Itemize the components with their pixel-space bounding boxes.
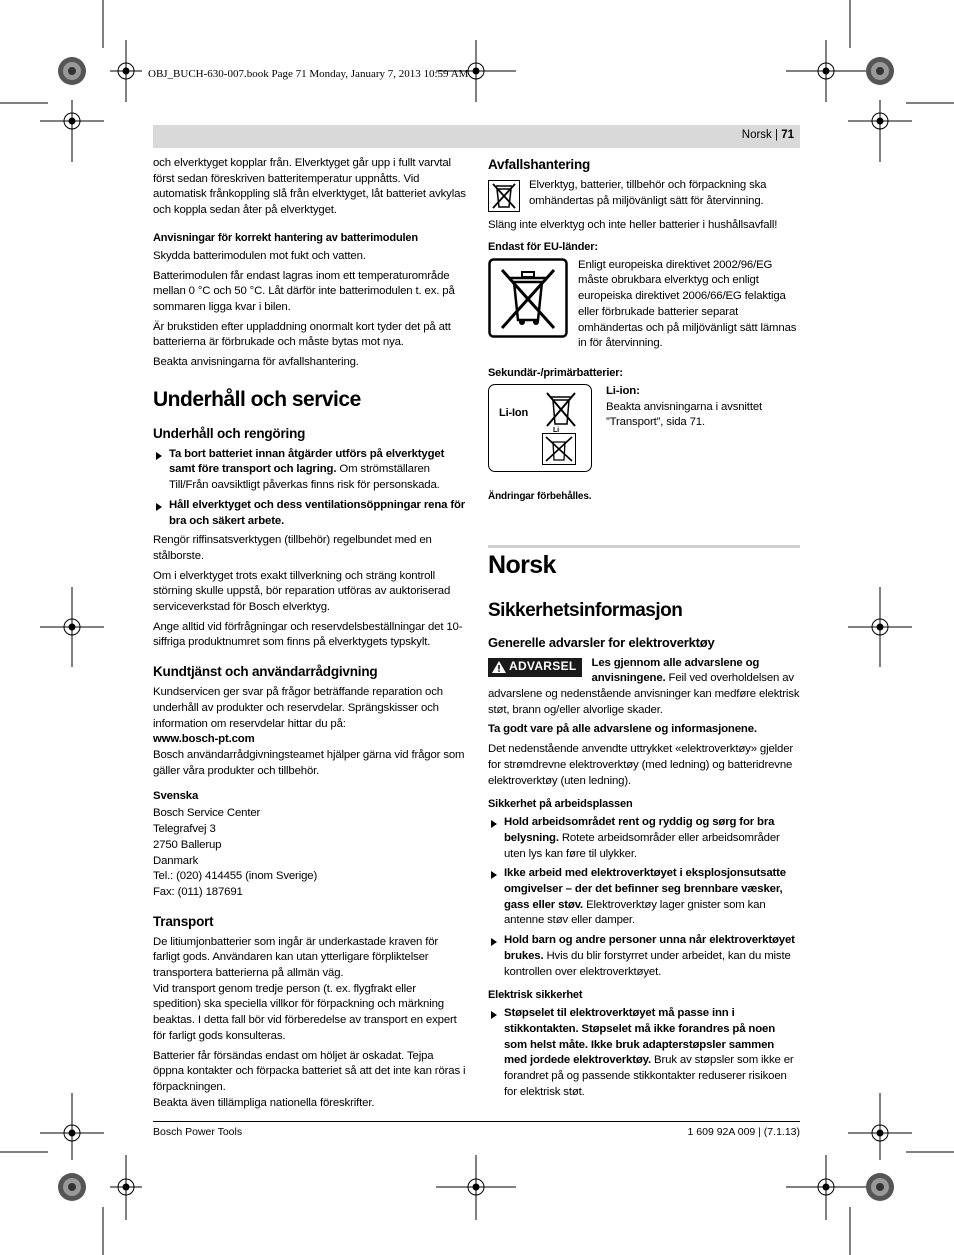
country-heading: Svenska (153, 790, 199, 803)
header-page-info (742, 129, 794, 141)
print-slug: OBJ_BUCH-630-007.book Page 71 Monday, January 7, 2013 10:59 AM (148, 68, 469, 80)
warning-triangle-icon (492, 661, 506, 673)
right-column (488, 156, 800, 1105)
liion-badge-label: Li-Ion (499, 406, 529, 419)
bullet-text: Elektroverktøy lager gnister som kan antenne støv eller damper. (504, 898, 766, 927)
bullet-bold: Ikke arbeid med elektroverktøyet i eksplosjonsutsatte omgivelser – der det befinner seg brennbare væsker, gass eller støv. (504, 867, 786, 911)
subsection-title-transport: Transport (153, 913, 214, 929)
recycle-small-icon (542, 433, 576, 465)
warning-badge (488, 658, 582, 677)
liion-row (488, 384, 800, 472)
battery-type-heading: Sekundär-/primärbatterier: (488, 366, 623, 379)
address-line: Danmark (153, 854, 199, 867)
recycle-wastebin-icon (488, 180, 520, 212)
paragraph: Beakta även tillämpliga nationella föreskrifter. (153, 1096, 375, 1109)
warning-block (488, 656, 800, 719)
paragraph: Batterier får försändas endast om höljet är oskadat. Tejpa öppna kontakter och förpacka batteriet så att det inte kan röras i förpackningen. (153, 1049, 466, 1093)
bullet-bold: Hold arbeidsområdet rent og ryddig og sørg for bra belysning. (504, 816, 775, 844)
bullet-item (488, 933, 800, 980)
bullet-text: Rotete arbeidsområder eller arbeidsområder uten lys kan føre til ulykker. (504, 831, 780, 860)
section-title-safety: Sikkerhetsinformasjon (488, 599, 683, 621)
paragraph: Om i elverktyget trots exakt tillverkning och sträng kontroll störning skulle uppstå, bör reparation utföras av auktoriserad serviceverkstad för Bosch elverktyg. (153, 569, 451, 614)
liion-text (606, 384, 800, 431)
eu-heading: Endast för EU-länder: (488, 240, 598, 253)
section-title-service: Underhåll och service (153, 387, 361, 411)
footer-rule (153, 1121, 800, 1122)
warning-bold: Les gjennom alle advarslene og anvisningene. (591, 656, 760, 685)
li-badge-label: Li (553, 426, 559, 434)
header-section: Norsk (741, 129, 772, 141)
paragraph: Kundservicen ger svar på frågor beträffande reparation och underhåll av produkter och reservdelar. Sprängskisser och information om reservdelar hittar du på: (153, 686, 443, 730)
paragraph: Släng inte elverktyg och inte heller batterier i hushållsavfall! (488, 219, 778, 231)
bullet-icon (156, 452, 162, 460)
bullet-bold: Ta bort batteriet innan åtgärder utförs på elverktyget samt före transport och lagring. (169, 447, 445, 476)
bullet-item (153, 447, 466, 494)
header-separator: | (771, 129, 782, 141)
subsection-title-cleaning: Underhåll och rengöring (153, 425, 306, 441)
paragraph: Enligt europeiska direktivet 2002/96/EG måste obrukbara elverktyg och enligt europeiska direktivet 2006/66/EG felaktiga eller förbrukade batterier separat omhändertas och på miljövänligt sätt lämnas in för återvinning. (578, 258, 797, 350)
bullet-icon (491, 871, 497, 879)
address-line: Fax: (011) 187691 (153, 885, 243, 898)
paragraph: Bosch användarrådgivningsteamet hjälper gärna vid frågor som gäller våra produkter och tillbehör. (153, 748, 465, 777)
workplace-heading: Sikkerhet på arbeidsplassen (488, 798, 633, 811)
bullet-item (488, 815, 800, 862)
address-line: 2750 Ballerup (153, 838, 222, 851)
paragraph: Är brukstiden efter uppladdning onormalt kort tyder det på att batterierna är förbrukade och måste bytas mot nya. (153, 320, 451, 349)
address-line: Tel.: (020) 414455 (inom Sverige) (153, 870, 318, 883)
bullet-text: Hvis du blir forstyrret under arbeidet, kan du miste kontrollen over elektroverktøyet. (504, 949, 791, 978)
bullet-item (153, 498, 466, 529)
bullet-text: Bruk av støpsler som ikke er forandret på og passende stikkontakter reduserer risikoen for elektrisk støt. (504, 1054, 794, 1098)
address-line: Telegrafvej 3 (153, 823, 216, 836)
bullet-icon (491, 938, 497, 946)
address-line: Bosch Service Center (153, 807, 261, 820)
warning-badge-label: ADVARSEL (509, 659, 577, 674)
bullet-item (488, 1006, 800, 1100)
paragraph: Beakta anvisningarna i avsnittet ”Transport”, sida 71. (606, 400, 763, 429)
waste-row (488, 178, 800, 212)
address-block (153, 806, 466, 900)
paragraph: Ange alltid vid förfrågningar och reservdelsbeställningar det 10-siffriga produktnumret som finns på elverktygets typskylt. (153, 620, 463, 649)
bullet-bold: Støpselet til elektroverktøyet må passe inn i stikkontakten. Støpselet må ikke forandres på noen som helst måte. Ikke bruk adapterstøpsler sammen med jordede elektroverktøy. (504, 1007, 776, 1067)
bullet-bold: Hold barn og andre personer unna når elektroverktøyet brukes. (504, 934, 795, 962)
warning-text: Feil ved overholdelsen av advarslene og nedenstående anvisninger kan medføre elektrisk støt, brann og/eller alvorlige skader. (488, 672, 800, 716)
paragraph: Skydda batterimodulen mot fukt och vatten. (153, 249, 366, 262)
paragraph: Det nedenstående anvendte uttrykket «elektroverktøy» gjelder for strømdrevne elektroverktøy (med ledning) og batteridrevne elektroverktøy (uten ledning). (488, 743, 794, 787)
changes-note: Ändringar förbehålles. (488, 490, 592, 502)
page-number: 71 (781, 129, 794, 141)
paragraph: De litiumjonbatterier som ingår är underkastade kraven för farligt gods. Användaren kan utan ytterligare förpliktelser transportera batterierna på allmän väg. (153, 935, 439, 980)
footer-brand: Bosch Power Tools (153, 1126, 243, 1138)
subsection-title-general: Generelle advarsler for elektroverktøy (488, 634, 715, 650)
language-title: Norsk (488, 550, 556, 579)
paragraph: Rengör riffinsatsverktygen (tillbehör) regelbundet med en stålborste. (153, 534, 432, 562)
eu-row (488, 258, 800, 352)
crossed-bin-icon (488, 258, 568, 338)
liion-disposal-badge (488, 384, 592, 472)
bullet-icon (491, 1011, 497, 1019)
bullet-icon (156, 503, 162, 511)
subsection-title-customer-service: Kundtjänst och användarrådgivning (153, 664, 378, 680)
language-divider (488, 545, 800, 548)
paragraph: Vid transport genom tredje person (t. ex. flygfrakt eller spedition) ska speciella villkor för förpackning och märkning beaktas. I detta fall bör vid förberedelse av transport en expert för farligt gods konsulteras. (153, 982, 457, 1042)
bullet-icon (491, 820, 497, 828)
paragraph: Elverktyg, batterier, tillbehör och förpackning ska omhändertas på miljövänligt sätt för återvinning. (529, 179, 767, 207)
keep-warnings-note: Ta godt vare på alle advarslene og informasjonene. (488, 723, 757, 736)
bullet-text: Om strömställaren Till/Från oavsiktligt påverkas finns risk för personskada. (169, 463, 440, 492)
electrical-heading: Elektrisk sikkerhet (488, 989, 583, 1002)
crossed-bin-small-icon (541, 390, 581, 428)
footer-docnum: 1 609 92A 009 | (7.1.13) (687, 1126, 800, 1138)
liion-label: Li-ion: (606, 384, 640, 397)
subsection-title-waste: Avfallshantering (488, 157, 591, 172)
paragraph: Batterimodulen får endast lagras inom ett temperaturområde mellan 0 °C och 50 °C. Låt därför inte batterimodulen t. ex. på sommaren ligga kvar i bilen. (153, 269, 455, 313)
website-link[interactable]: www.bosch-pt.com (153, 733, 255, 746)
paragraph: Beakta anvisningarna för avfallshantering. (153, 356, 359, 369)
bullet-item (488, 866, 800, 929)
left-column (153, 156, 466, 1115)
paragraph: och elverktyget kopplar från. Elverktyget går upp i fullt varvtal först sedan föreskriven batteritemperatur uppnåtts. Vid automatisk frånkoppling slå från elverktyget, låt batteriet avkylas och koppla sedan åter på elverktyget. (153, 157, 466, 217)
bullet-bold: Håll elverktyget och dess ventilationsöppningar rena för bra och säkert arbete. (169, 498, 466, 527)
running-header (153, 125, 800, 148)
battery-heading: Anvisningar för korrekt hantering av batterimodulen (153, 231, 418, 244)
